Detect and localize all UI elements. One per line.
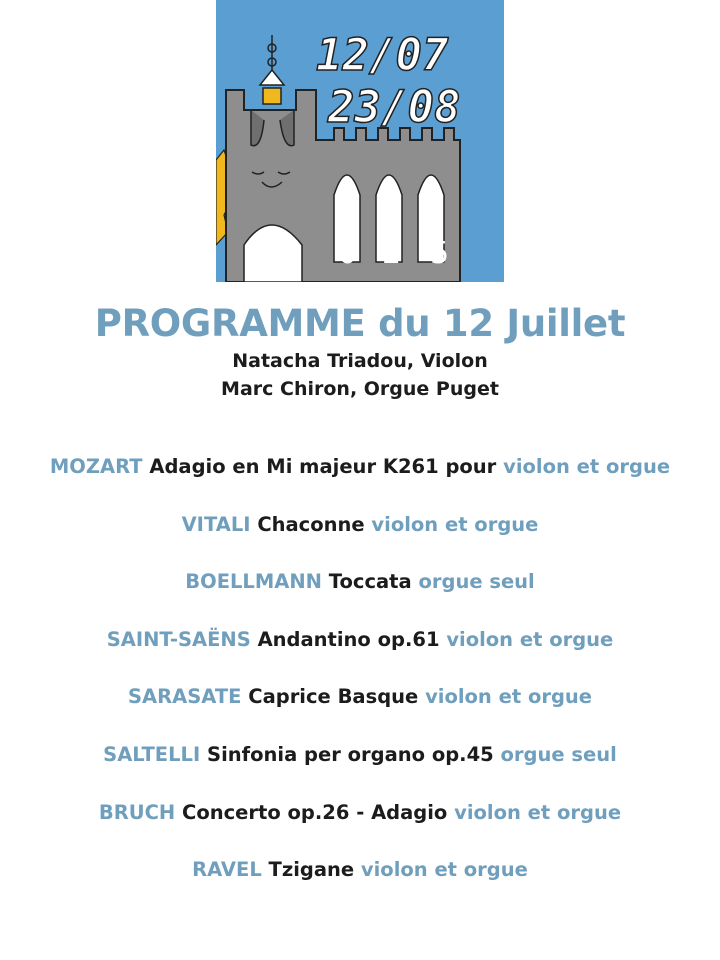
program-list	[0, 455, 720, 916]
work-title: Adagio en Mi majeur K261 pour	[149, 455, 497, 478]
composer-name: SARASATE	[127, 685, 242, 709]
instrumentation: violon et orgue	[454, 800, 622, 824]
work-title: Caprice Basque	[248, 685, 419, 709]
poster-year-digit: 2	[382, 236, 402, 271]
instrumentation: orgue seul	[418, 570, 535, 594]
work-title: Andantino op.61	[257, 627, 440, 651]
page-title: PROGRAMME du 12 Juillet	[94, 302, 626, 345]
instrumentation: violon et orgue	[371, 512, 539, 536]
poster-date-start: 12/07	[316, 30, 449, 81]
performer-organ: Marc Chiron, Orgue Puget	[221, 378, 499, 400]
composer-name: BRUCH	[98, 800, 176, 824]
program-item	[0, 455, 720, 513]
instrumentation: violon et orgue	[360, 858, 528, 882]
program-item	[0, 801, 720, 859]
instrumentation: violon et orgue	[425, 685, 593, 709]
instrumentation: violon et orgue	[446, 627, 614, 651]
composer-name: BOELLMANN	[185, 570, 322, 594]
composer-name: MOZART	[49, 455, 143, 478]
composer-name: SALTELLI	[103, 742, 201, 766]
poster-year-digit: 2	[278, 236, 298, 271]
work-title: Toccata	[328, 570, 412, 594]
work-title: Concerto op.26 - Adagio	[182, 800, 448, 824]
program-item	[0, 628, 720, 686]
composer-name: VITALI	[181, 512, 251, 536]
program-item	[0, 858, 720, 916]
work-title: Tzigane	[268, 858, 355, 882]
composer-name: SAINT-SAËNS	[106, 627, 251, 651]
work-title: Chaconne	[257, 512, 365, 536]
program-item	[0, 743, 720, 801]
composer-name: RAVEL	[192, 858, 262, 882]
instrumentation: violon et orgue	[503, 455, 671, 478]
work-title: Sinfonia per organo op.45	[207, 742, 494, 766]
performer-violin: Natacha Triadou, Violon	[232, 350, 488, 372]
program-item	[0, 685, 720, 743]
poster-year-digit: 5	[430, 236, 450, 271]
poster-date-end: 23/08	[328, 82, 461, 133]
program-item	[0, 513, 720, 571]
program-item	[0, 570, 720, 628]
poster-illustration	[216, 0, 504, 282]
instrumentation: orgue seul	[500, 742, 617, 766]
festival-poster	[216, 0, 504, 282]
poster-year-digit: 0	[338, 236, 358, 271]
